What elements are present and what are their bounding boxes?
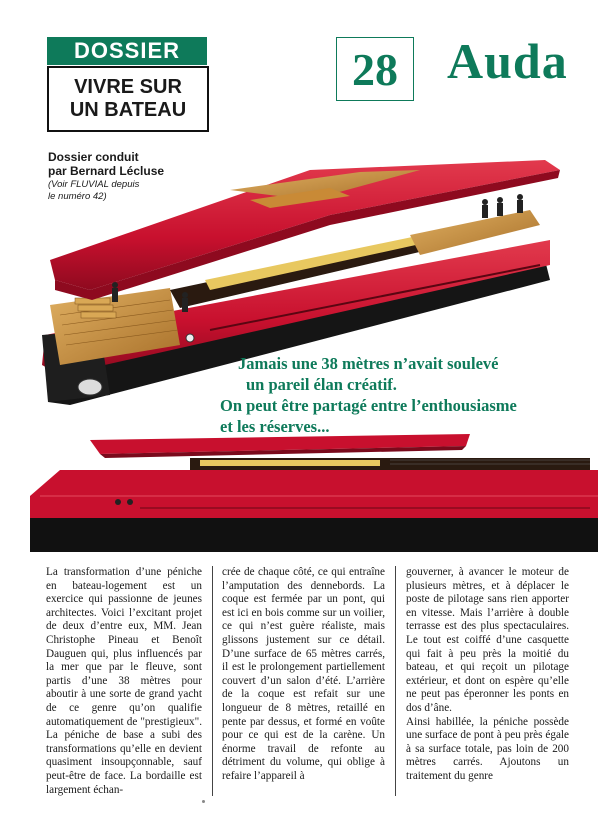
section-title-box	[47, 66, 209, 132]
subtitle-line2: un pareil élan créatif.	[246, 375, 397, 394]
body-column-1	[46, 566, 202, 797]
byline-line1: Dossier conduit	[48, 150, 139, 164]
page-mark	[202, 800, 205, 803]
issue-number: 28	[336, 37, 414, 101]
byline-note-line2: le numéro 42)	[48, 191, 107, 202]
section-title-line2: UN BATEAU	[69, 99, 187, 121]
body-paragraph: crée de chaque côté, ce qui entraîne l’amputation des dennebords. La coque est fermée par un pont, qui est ici en bois comme sur un voilier, ce qui n’est guère réaliste, mais glissons justement sur ce détail. D’une surface de 65 mètres carrés, il est le prolongement partiellement couvert d’un salon d’été. L’arrière de la coque est refait sur une longueur de 8 mètres, retaillé en pente par dessus, et formé en voûte pour ce qui est de la carène. Un énorme travail de refonte au détriment du volume, qui oblige à refaire l’appareil à	[222, 566, 385, 782]
boat-side-elevation-illustration	[30, 424, 598, 554]
body-paragraph: gouverner, à avancer le moteur de plusieurs mètres, et à déplacer le poste de pilotage sans rien apporter en vitesse. Mais l’arrière à double terrasse est des plus spectaculaires. Le tout est coiffé d’une casquette qui fait à peu près la moitié du bateau, et qui reçoit un pilotage extérieur, et dont on espère qu’elle ne peut pas éperonner les ponts en dos d’âne.	[406, 566, 569, 714]
column-divider	[212, 566, 213, 796]
section-title-line1: VIVRE SUR	[74, 76, 182, 98]
body-column-2	[222, 566, 385, 784]
subtitle-line1: Jamais une 38 mètres n’avait soulevé	[238, 354, 499, 373]
column-divider	[395, 566, 396, 796]
byline-line2: par Bernard Lécluse	[48, 164, 165, 178]
body-column-3	[406, 566, 569, 784]
body-paragraph: La transformation d’une péniche en bateau-logement est un exercice qui passionne de jeunes architectes. Voici l’excitant projet de deux d’entre eux, MM. Jean Christophe Pineau et Benoît Dauguen qui, plus influencés par la mer que par le fleuve, sont partis d’une 38 mètres pour aboutir à une sorte de grand yacht de ce genre qu’on qualifie automatiquement de "prestigieux". La péniche de base a subi des transformations qu’elle en devient quasiment insoupçonnable, sauf peut-être de face. La bordaille est largement échan-	[46, 566, 202, 796]
subtitle-line3: On peut être partagé entre l’enthousiasme	[220, 396, 517, 415]
subtitle-line4: et les réserves...	[220, 417, 330, 436]
body-paragraph: Ainsi habillée, la péniche possède une surface de pont à peu près égale à sa surface totale, pas loin de 200 mètres carrés. Ajoutons un traitement du genre	[406, 715, 569, 782]
byline-note-line1: (Voir FLUVIAL depuis	[48, 179, 140, 190]
page-title: Auda	[447, 33, 568, 89]
section-tag: DOSSIER	[47, 37, 207, 65]
